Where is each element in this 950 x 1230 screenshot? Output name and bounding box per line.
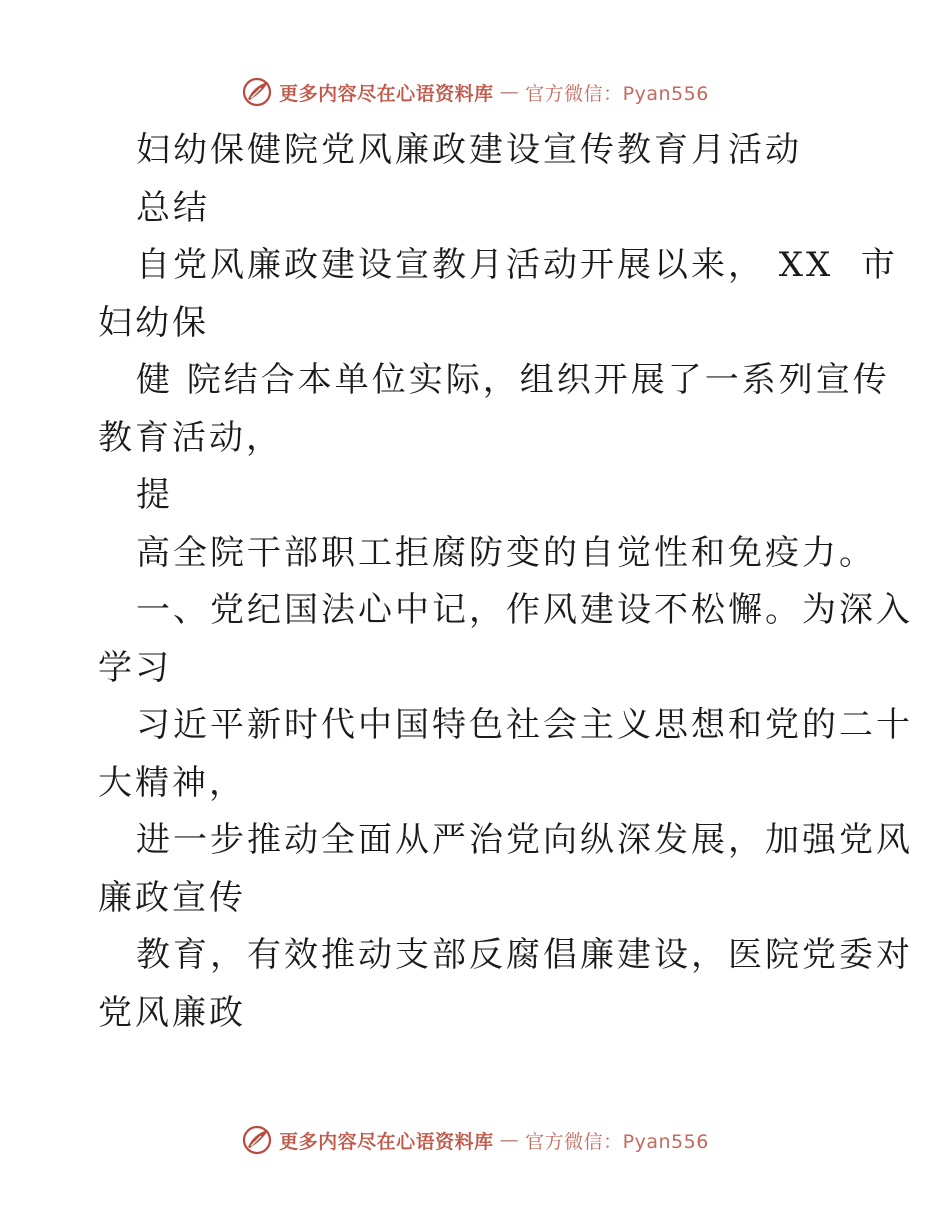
document-line: 高全院干部职工拒腐防变的自觉性和免疫力。 [136,532,876,573]
footer-watermark [0,1124,950,1156]
document-line: 进一步推动全面从严治党向纵深发展，加强党风 [136,820,913,860]
watermark-handle: 官方微信：Pyan556 [525,82,709,105]
document-line: 大精神， [98,762,246,803]
header-watermark [0,76,950,108]
document-line: 提 [136,475,173,515]
watermark-handle: 官方微信：Pyan556 [525,1130,709,1153]
document-line: 学习 [98,647,172,688]
document-line: 总结 [136,187,210,228]
quill-logo-icon [241,76,273,108]
document-line: 教育，有效推动支部反腐倡廉建设，医院党委对 [136,935,913,975]
watermark-text: 更多内容尽在心语资料库 [279,1130,494,1153]
watermark-separator: — [499,1129,520,1151]
watermark-text: 更多内容尽在心语资料库 [279,82,494,105]
document-line: 妇幼保健院党风廉政建设宣传教育月活动 [136,130,802,170]
document-line: 一、党纪国法心中记，作风建设不松懈。为深入 [136,590,913,630]
document-line: 自党风廉政建设宣教月活动开展以来， XX 市 [136,245,898,285]
watermark-separator: — [499,81,520,103]
document-line: 习近平新时代中国特色社会主义思想和党的二十 [136,705,913,745]
document-line: 廉政宣传 [98,877,246,918]
document-line: 党风廉政 [98,992,246,1033]
quill-logo-icon [241,1124,273,1156]
document-line: 健 院结合本单位实际，组织开展了一系列宣传 [136,360,890,400]
document-body [98,122,913,1042]
document-line: 妇幼保 [98,302,209,343]
document-line: 教育活动， [98,417,283,458]
